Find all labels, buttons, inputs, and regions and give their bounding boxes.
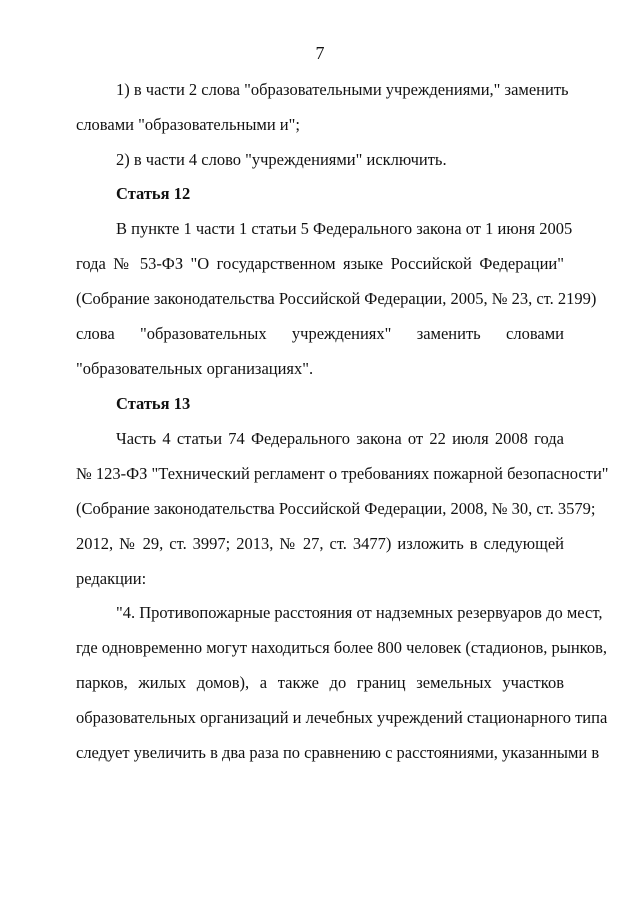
article-13-heading: Статья 13 (116, 394, 191, 413)
text-line-17: образовательных организаций и лечебных учреждений стационарного типа (76, 708, 608, 727)
text-line-15: где одновременно могут находиться более 800 человек (стадионов, рынков, (76, 638, 608, 657)
text-line-14: "4. Противопожарные расстояния от надземных резервуаров до мест, (116, 603, 603, 622)
text-line-8: "образовательных организациях". (76, 359, 314, 378)
text-line-2: словами "образовательными и"; (76, 115, 300, 134)
text-line-13: редакции: (76, 569, 147, 588)
text-line-1: 1) в части 2 слова "образовательными учреждениями," заменить (116, 80, 569, 99)
text-line-3: 2) в части 4 слово "учреждениями" исключить. (116, 150, 447, 169)
text-line-11: (Собрание законодательства Российской Федерации, 2008, № 30, ст. 3579; (76, 499, 596, 518)
text-line-6: (Собрание законодательства Российской Федерации, 2005, № 23, ст. 2199) (76, 289, 597, 308)
text-line-16: парков, жилых домов), а также до границ земельных участков (76, 673, 564, 692)
text-line-10: № 123-ФЗ "Технический регламент о требованиях пожарной безопасности" (76, 464, 609, 483)
text-line-9: Часть 4 статьи 74 Федерального закона от 22 июля 2008 года (116, 429, 564, 448)
text-line-4: В пункте 1 части 1 статьи 5 Федерального закона от 1 июня 2005 (116, 219, 573, 238)
text-line-12: 2012, № 29, ст. 3997; 2013, № 27, ст. 3477) изложить в следующей (76, 534, 564, 553)
page-number: 7 (315, 43, 325, 63)
text-line-7: слова "образовательных учреждениях" заменить словами (76, 324, 564, 343)
text-line-5: года № 53-ФЗ "О государственном языке Российской Федерации" (76, 254, 564, 273)
text-line-18: следует увеличить в два раза по сравнению с расстояниями, указанными в (76, 743, 600, 762)
article-12-heading: Статья 12 (116, 184, 191, 203)
